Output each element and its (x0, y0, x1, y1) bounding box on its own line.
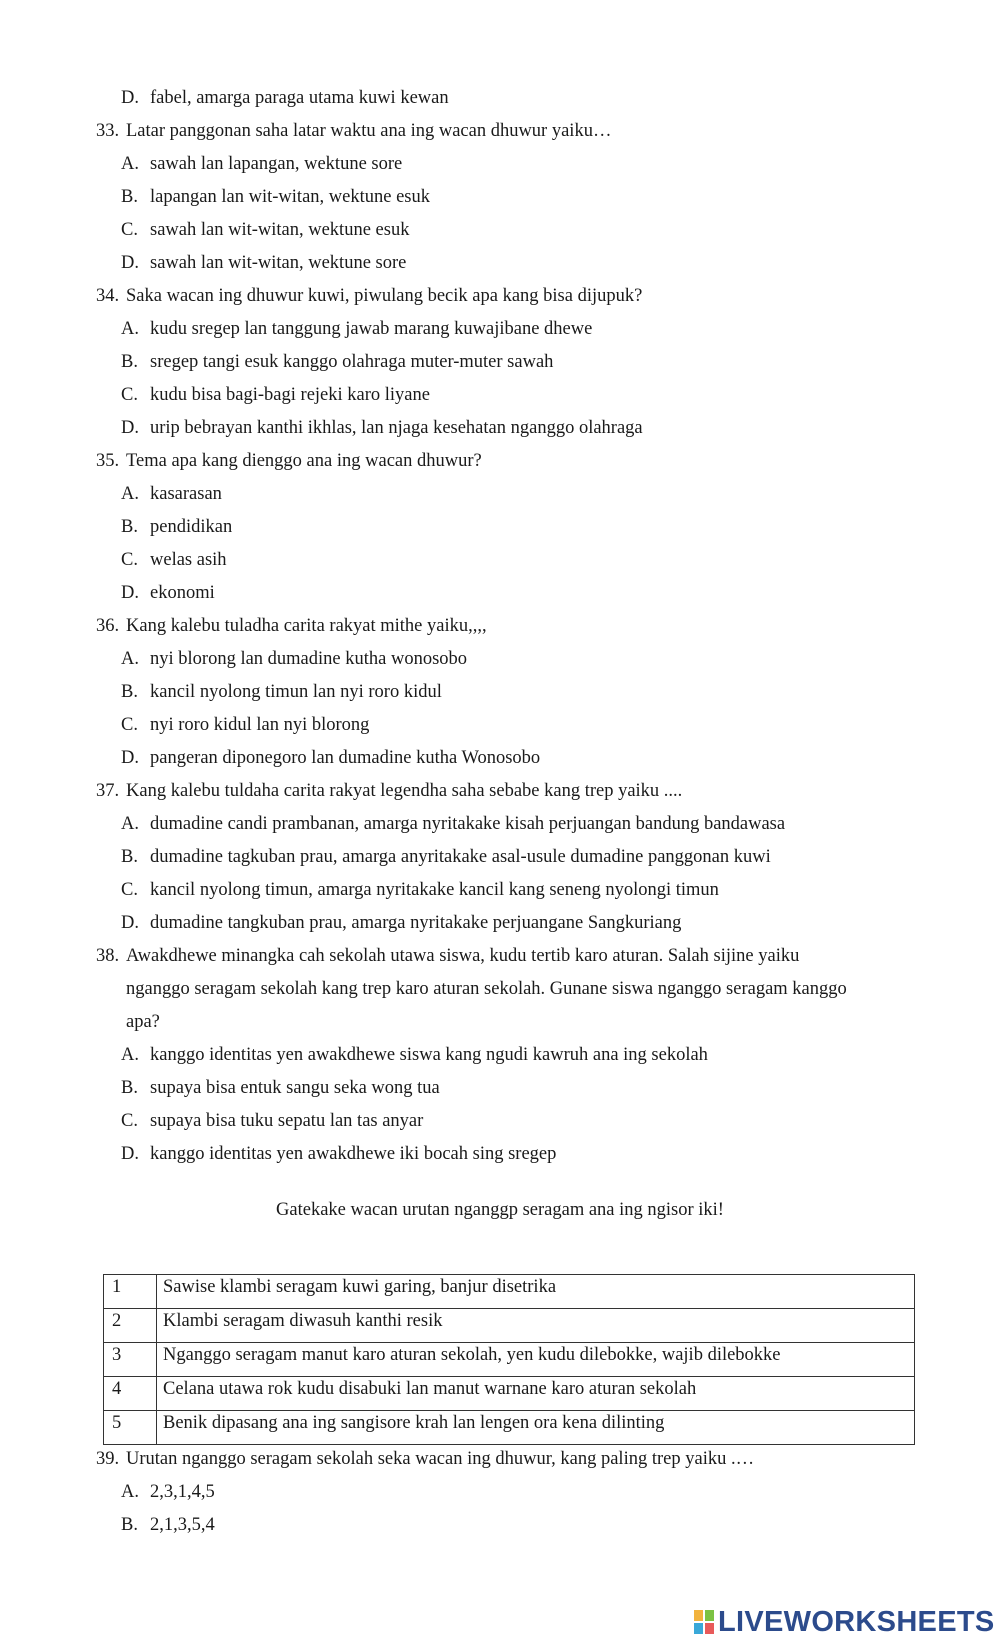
step-number: 2 (104, 1309, 157, 1343)
q35-option-d (121, 581, 215, 605)
option-text: kanggo identitas yen awakdhewe iki bocah sing sregep (150, 1144, 557, 1164)
question-text: Saka wacan ing dhuwur kuwi, piwulang becik apa kang bisa dijupuk? (126, 286, 643, 306)
brand-name: LIVEWORKSHEETS (718, 1605, 995, 1638)
option-letter: B. (121, 1515, 138, 1535)
q38-option-d (121, 1142, 556, 1166)
q36-option-b (121, 680, 442, 704)
option-text: pangeran diponegoro lan dumadine kutha Wonosobo (150, 748, 541, 768)
option-letter: C. (121, 1111, 138, 1131)
option-letter: D. (121, 1144, 139, 1164)
option-letter: C. (121, 880, 138, 900)
step-text: Nganggo seragam manut karo aturan sekolah, yen kudu dilebokke, wajib dilebokke (157, 1343, 915, 1377)
logo-tile (705, 1610, 714, 1621)
option-letter: C. (121, 385, 138, 405)
option-text: sawah lan wit-witan, wektune esuk (150, 220, 410, 240)
logo-tile (694, 1623, 703, 1634)
option-letter: D. (121, 913, 139, 933)
q34-option-d (121, 416, 643, 440)
table-row (104, 1343, 915, 1377)
q34-option-a (121, 317, 592, 341)
question-text: Tema apa kang dienggo ana ing wacan dhuwur? (126, 451, 482, 471)
question-number: 35. (96, 451, 120, 471)
option-text: kancil nyolong timun, amarga nyritakake kancil kang seneng nyolongi timun (150, 880, 719, 900)
option-letter: A. (121, 484, 139, 504)
option-letter: D. (121, 748, 139, 768)
option-letter: A. (121, 319, 139, 339)
q37-option-a (121, 812, 785, 836)
option-text: kudu sregep lan tanggung jawab marang kuwajibane dhewe (150, 319, 593, 339)
table-row (104, 1377, 915, 1411)
option-text: urip bebrayan kanthi ikhlas, lan njaga kesehatan nganggo olahraga (150, 418, 643, 438)
option-letter: A. (121, 649, 139, 669)
question-number: 36. (96, 616, 120, 636)
q35-option-b (121, 515, 232, 539)
option-text: kudu bisa bagi-bagi rejeki karo liyane (150, 385, 430, 405)
question-38 (96, 944, 799, 968)
option-text: kancil nyolong timun lan nyi roro kidul (150, 682, 442, 702)
option-text: pendidikan (150, 517, 233, 537)
question-text: Kang kalebu tuldaha carita rakyat legendha saha sebabe kang trep yaiku .... (126, 781, 683, 801)
q38-option-c (121, 1109, 423, 1133)
question-39 (96, 1447, 754, 1471)
option-letter: B. (121, 682, 138, 702)
q39-option-a (121, 1480, 215, 1504)
steps-table (103, 1274, 915, 1445)
q33-option-d (121, 251, 406, 275)
option-letter: A. (121, 1482, 139, 1502)
option-letter: B. (121, 352, 138, 372)
question-number: 34. (96, 286, 120, 306)
option-text: sawah lan lapangan, wektune sore (150, 154, 403, 174)
step-text: Sawise klambi seragam kuwi garing, banjur disetrika (157, 1275, 915, 1309)
option-letter: B. (121, 517, 138, 537)
question-33 (96, 119, 611, 143)
question-36 (96, 614, 487, 638)
step-text: Celana utawa rok kudu disabuki lan manut warnane karo aturan sekolah (157, 1377, 915, 1411)
option-letter: C. (121, 715, 138, 735)
question-35 (96, 449, 482, 473)
option-letter: B. (121, 187, 138, 207)
q32-option-d (121, 86, 449, 110)
logo-tile (705, 1623, 714, 1634)
q36-option-d (121, 746, 540, 770)
option-text: kasarasan (150, 484, 222, 504)
logo-tile (694, 1610, 703, 1621)
q34-option-c (121, 383, 430, 407)
option-text: nyi roro kidul lan nyi blorong (150, 715, 370, 735)
option-text: 2,1,3,5,4 (150, 1515, 215, 1535)
option-letter: A. (121, 1045, 139, 1065)
question-number: 33. (96, 121, 120, 141)
q35-option-c (121, 548, 227, 572)
option-letter: C. (121, 220, 138, 240)
option-text: supaya bisa tuku sepatu lan tas anyar (150, 1111, 424, 1131)
option-text: sawah lan wit-witan, wektune sore (150, 253, 407, 273)
option-letter: D. (121, 88, 139, 108)
q35-option-a (121, 482, 222, 506)
option-text: dumadine candi prambanan, amarga nyritakake kisah perjuangan bandung bandawasa (150, 814, 786, 834)
q37-option-b (121, 845, 771, 869)
option-text: fabel, amarga paraga utama kuwi kewan (150, 88, 449, 108)
option-letter: D. (121, 418, 139, 438)
option-letter: C. (121, 550, 138, 570)
option-text: dumadine tangkuban prau, amarga nyritakake perjuangane Sangkuriang (150, 913, 682, 933)
table-row (104, 1411, 915, 1445)
step-text: Klambi seragam diwasuh kanthi resik (157, 1309, 915, 1343)
option-text: welas asih (150, 550, 227, 570)
question-38-line3: apa? (126, 1012, 160, 1032)
q39-option-b (121, 1513, 215, 1537)
option-text: dumadine tagkuban prau, amarga anyritakake asal-usule dumadine panggonan kuwi (150, 847, 771, 867)
question-number: 37. (96, 781, 120, 801)
question-38-line2: nganggo seragam sekolah kang trep karo aturan sekolah. Gunane siswa nganggo seragam kanggo (126, 979, 847, 999)
option-letter: B. (121, 1078, 138, 1098)
option-text: 2,3,1,4,5 (150, 1482, 215, 1502)
option-text: supaya bisa entuk sangu seka wong tua (150, 1078, 440, 1098)
option-text: lapangan lan wit-witan, wektune esuk (150, 187, 430, 207)
liveworksheets-logo-icon (694, 1610, 714, 1634)
question-34 (96, 284, 642, 308)
question-37 (96, 779, 682, 803)
option-letter: A. (121, 814, 139, 834)
question-number: 38. (96, 946, 120, 966)
table-row (104, 1275, 915, 1309)
question-text-line1: Awakdhewe minangka cah sekolah utawa siswa, kudu tertib karo aturan. Salah sijine yaiku (126, 946, 800, 966)
liveworksheets-brand[interactable] (694, 1605, 995, 1639)
question-text: Kang kalebu tuladha carita rakyat mithe yaiku,,,, (126, 616, 487, 636)
step-number: 5 (104, 1411, 157, 1445)
option-letter: D. (121, 583, 139, 603)
question-text: Urutan nganggo seragam sekolah seka wacan ing dhuwur, kang paling trep yaiku .… (126, 1449, 755, 1469)
q33-option-c (121, 218, 409, 242)
option-text: kanggo identitas yen awakdhewe siswa kang ngudi kawruh ana ing sekolah (150, 1045, 708, 1065)
instruction-heading: Gatekake wacan urutan nganggp seragam ana ing ngisor iki! (276, 1200, 724, 1220)
option-text: nyi blorong lan dumadine kutha wonosobo (150, 649, 468, 669)
q38-option-a (121, 1043, 708, 1067)
q37-option-d (121, 911, 681, 935)
option-text: ekonomi (150, 583, 215, 603)
step-number: 1 (104, 1275, 157, 1309)
q38-option-b (121, 1076, 440, 1100)
table-row (104, 1309, 915, 1343)
q34-option-b (121, 350, 553, 374)
step-text: Benik dipasang ana ing sangisore krah lan lengen ora kena dilinting (157, 1411, 915, 1445)
step-number: 4 (104, 1377, 157, 1411)
q36-option-c (121, 713, 369, 737)
question-text: Latar panggonan saha latar waktu ana ing wacan dhuwur yaiku… (126, 121, 612, 141)
option-letter: B. (121, 847, 138, 867)
option-letter: A. (121, 154, 139, 174)
question-number: 39. (96, 1449, 120, 1469)
q36-option-a (121, 647, 467, 671)
option-letter: D. (121, 253, 139, 273)
q33-option-a (121, 152, 402, 176)
q37-option-c (121, 878, 719, 902)
q33-option-b (121, 185, 430, 209)
step-number: 3 (104, 1343, 157, 1377)
option-text: sregep tangi esuk kanggo olahraga muter-muter sawah (150, 352, 554, 372)
